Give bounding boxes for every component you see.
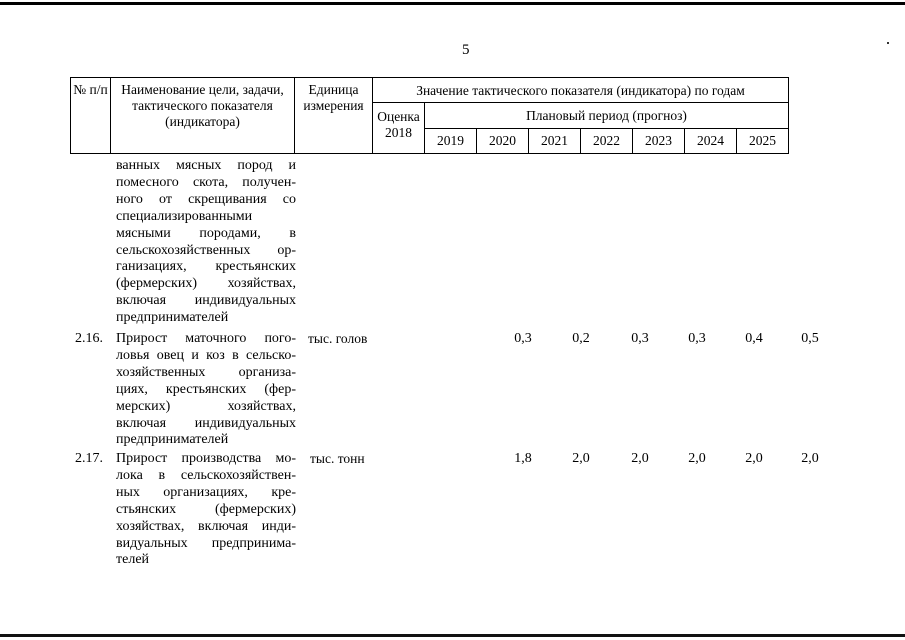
text-line: телей: [116, 552, 150, 568]
text-line: включая индивидуальных: [116, 415, 296, 431]
continuation-text: [116, 158, 296, 327]
row-number: 2.17.: [75, 451, 103, 466]
text-line: Прирост производства мо-: [116, 451, 296, 466]
text-line: ных организациях, кре-: [116, 484, 296, 500]
row-unit: тыс. тонн: [310, 451, 365, 466]
header-year: 2019: [425, 129, 477, 154]
value-2022: 0,3: [631, 331, 649, 346]
row-name: [116, 451, 296, 569]
value-2025: 2,0: [801, 451, 819, 466]
text-line: специализированными: [116, 208, 253, 224]
header-year: 2021: [529, 129, 581, 154]
text-line: (фермерских) хозяйствах,: [116, 276, 296, 292]
text-line: ганизациях, крестьянских: [116, 259, 296, 275]
header-year: 2025: [737, 129, 789, 154]
value-2025: 0,5: [801, 331, 819, 346]
value-2021: 0,2: [572, 331, 590, 346]
text-line: помесного скота, получен-: [116, 174, 296, 190]
header-unit: Единица измерения: [295, 78, 373, 154]
text-line: предпринимателей: [116, 310, 229, 326]
text-line: мясными породами, в: [116, 225, 296, 241]
text-line: включая индивидуальных: [116, 293, 296, 309]
value-2024: 0,4: [745, 331, 763, 346]
text-line: предпринимателей: [116, 432, 229, 448]
header-estimate: Оценка 2018: [373, 103, 425, 154]
text-line: хозяйственных организа-: [116, 364, 296, 380]
text-line: Прирост маточного пого-: [116, 331, 296, 346]
text-line: мерских) хозяйствах,: [116, 398, 296, 414]
value-2022: 2,0: [631, 451, 649, 466]
text-line: сельскохозяйственных ор-: [116, 242, 296, 258]
value-2021: 2,0: [572, 451, 590, 466]
header-name: Наименование цели, задачи, тактического показателя (индикатора): [111, 78, 295, 154]
header-plan-title: Плановый период (прогноз): [425, 103, 789, 129]
text-line: лока в сельскохозяйствен-: [116, 467, 296, 483]
value-2020: 1,8: [514, 451, 532, 466]
text-line: хозяйствах, включая инди-: [116, 518, 296, 534]
header-values-title: Значение тактического показателя (индикатора) по годам: [373, 78, 789, 103]
page-number: 5: [462, 42, 470, 58]
value-2023: 2,0: [688, 451, 706, 466]
bottom-rule: [0, 634, 905, 637]
row-name: [116, 331, 296, 449]
text-line: ванных мясных пород и: [116, 158, 296, 173]
value-2020: 0,3: [514, 331, 532, 346]
header-year: 2024: [685, 129, 737, 154]
text-line: стьянских (фермерских): [116, 501, 296, 517]
header-year: 2023: [633, 129, 685, 154]
text-line: ловья овец и коз в сельско-: [116, 347, 296, 363]
table-header: [70, 77, 789, 154]
row-unit: тыс. голов: [308, 331, 368, 346]
header-year: 2020: [477, 129, 529, 154]
text-line: циях, крестьянских (фер-: [116, 381, 296, 397]
header-year: 2022: [581, 129, 633, 154]
value-2024: 2,0: [745, 451, 763, 466]
text-line: видуальных предпринима-: [116, 535, 296, 551]
scan-speck: [887, 42, 889, 44]
header-num: № п/п: [71, 78, 111, 154]
text-line: ного от скрещивания со: [116, 191, 296, 207]
row-number: 2.16.: [75, 331, 103, 346]
value-2023: 0,3: [688, 331, 706, 346]
top-rule: [0, 2, 905, 5]
